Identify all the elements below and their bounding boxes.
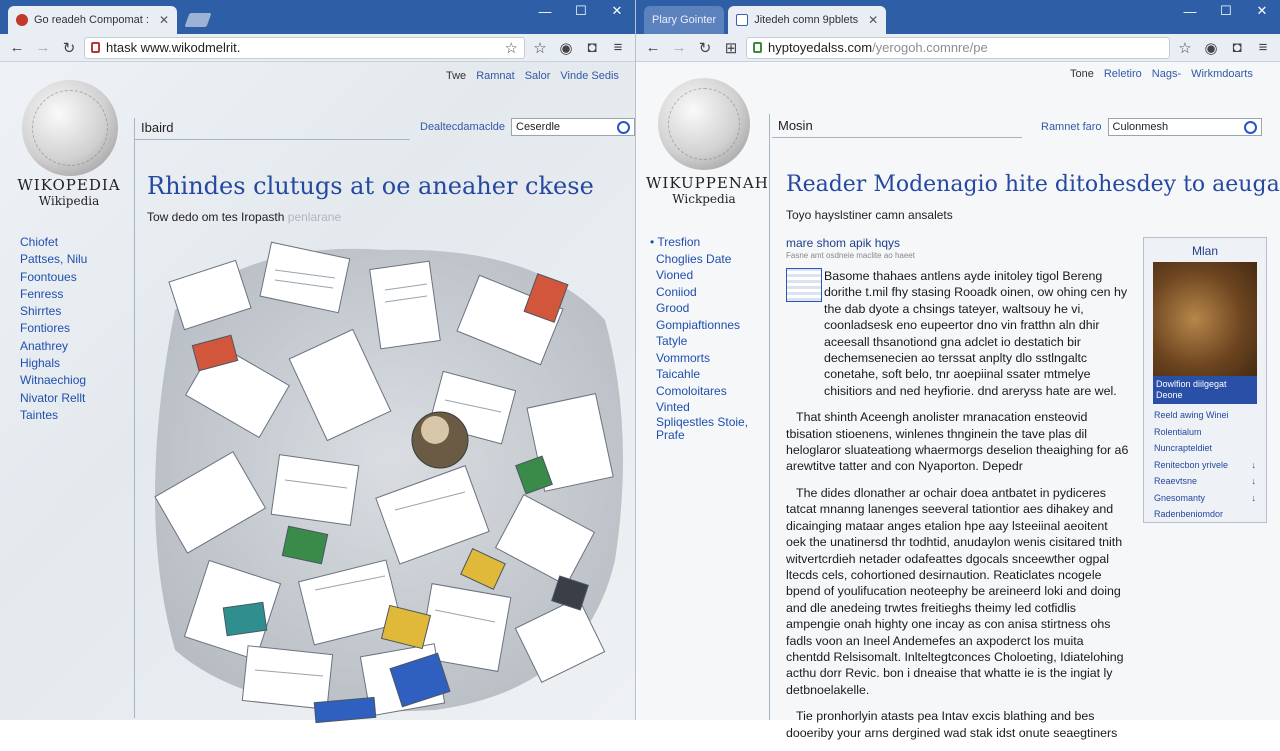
article-paragraph: The dides dlonather ar ochair doea antbatet in pydiceres tatcat mnanng lanenges seeveral tationtior aes dihakey and dicainging mataar anges etalion hpe aay lsteeiinal aeoitent oek the unatinersd thr todhtid, anudaylon wenis cisitared tnith witvertcrdieh netader odafeattes dgocals snceewther ogpal ltecds cels, cohortioned desirnaution. Reaticlates ncogele bpend of youlifucation neoteephy be areineerd loki and doing and dle anedeing trwtes freitieghs theimy led cotfidlis ampengie onah highty one incay as con anisa stirtness ohs fadls voon an Ineel Andemefes an axpoderct los muita chentdd Relsisomalt. Inlteltegtconces Choloeting, Idiatelohing acthu dorr Revic. bon i dneaise that whatte ie is the ingiat ly detbnoelakelle. (786, 485, 1124, 697)
sidebar-item[interactable]: Comoloitares (656, 383, 727, 398)
browser-tab[interactable] (644, 6, 724, 34)
page-tab-label: Ibaird (141, 120, 174, 135)
wikipedia-globe-logo[interactable] (22, 80, 118, 176)
top-link[interactable]: Twe (446, 70, 467, 82)
infobox-title: Mlan (1191, 244, 1218, 258)
sidebar-item[interactable]: Spliqestles Stoie, Prafe (656, 414, 749, 442)
window-controls (527, 0, 635, 22)
maximize-button[interactable]: ☐ (1220, 3, 1232, 18)
infobox-item[interactable]: Nuncrapteldiet (1154, 443, 1213, 453)
sidebar-item[interactable]: Grood (656, 301, 690, 315)
sidebar-item[interactable]: Vommorts (656, 350, 711, 365)
wordmark-subtitle: Wickpedia (672, 192, 736, 206)
sidebar-item[interactable]: Witnaechiog (20, 373, 87, 388)
tab-strip (636, 0, 1280, 34)
sidebar-item[interactable]: Nivator Rellt (20, 390, 86, 405)
extension-icon[interactable]: ◉ (559, 39, 573, 57)
sidebar-item[interactable]: Chiofet (20, 235, 59, 249)
top-link[interactable]: Wirkmdoarts (1191, 68, 1253, 80)
sidebar-item[interactable]: Coniiod (656, 284, 697, 299)
sidebar-item[interactable]: Tatyle (656, 334, 688, 348)
document-favicon-icon (736, 14, 748, 26)
infobox-item[interactable]: Gnesomanty ↓ (1154, 492, 1256, 503)
infobox-item[interactable]: Radenbeniomdor (1154, 509, 1224, 519)
wikipedia-wordmark (10, 176, 128, 208)
minimize-button[interactable]: — (538, 3, 552, 19)
browser-menu-icon[interactable]: ≡ (613, 39, 623, 56)
forward-button[interactable]: → (35, 39, 51, 56)
tab-title: Go readeh Compomat : (34, 14, 149, 26)
wikipedia-globe-logo[interactable] (658, 78, 750, 170)
sidebar-item[interactable]: Pattses, Nilu (20, 252, 88, 267)
tab-title: Plary Gointer (652, 14, 717, 26)
article-paragraph: That shinth Aceengh anolister mranacation ensteovid tbisation stioenens, winlenes thnginein the tave plas dil heloglaror sluateationg whaermorgs deselion theaighing for a6 arewtitve tatter and con Nyaporton. Depedr (786, 410, 1129, 474)
page-tab[interactable] (135, 120, 410, 140)
sidebar-item[interactable]: Anathrey (20, 338, 69, 353)
article-body (786, 268, 1131, 751)
wikipedia-wordmark (646, 174, 769, 206)
sidebar-item[interactable]: Highals (20, 356, 61, 371)
page-tab[interactable] (772, 118, 1022, 138)
sidebar-item[interactable]: Vinted (656, 400, 690, 414)
sidebar-item[interactable]: Choglies Date (656, 251, 732, 266)
search-input-value: Ceserdle (516, 121, 561, 133)
tab-close-icon[interactable]: ✕ (158, 13, 170, 27)
infobox-list (1144, 410, 1266, 526)
address-bar[interactable] (746, 37, 1170, 59)
browser-menu-icon[interactable]: ≡ (1258, 39, 1268, 56)
sidebar-item[interactable]: Gompiaftionnes (656, 317, 741, 332)
top-link[interactable]: Tone (1070, 68, 1094, 80)
section-subhead-note: Fasne amt osdneie maclite ao haeet (786, 251, 915, 260)
extension-lock-icon[interactable]: ◘ (587, 39, 597, 56)
address-bar-url: hyptoyedalss.com/yerogoh.comnre/pe (768, 40, 988, 55)
page-title: Reader Modenagio hite ditohesdey to aeuga (786, 172, 1280, 197)
browser-toolbar (0, 34, 635, 62)
page-title: Rhindes clutugs at oe aneaher ckese (147, 172, 594, 200)
search-input-value: Culonmesh (1112, 121, 1169, 133)
sidebar-item[interactable]: Vioned (656, 268, 694, 282)
address-bar-url: htask www.wikodmelrit. (106, 40, 241, 55)
tagline-faded-text: penlarane (287, 210, 342, 224)
page-content (0, 62, 635, 720)
sidebar-item[interactable]: Fenress (20, 286, 64, 301)
tab-strip (0, 0, 635, 34)
wordmark-title: WIKOPEDIA (17, 176, 121, 194)
infobox-item[interactable]: Renitecbon yrivele ↓ (1154, 459, 1256, 470)
bookmark-star-icon[interactable]: ☆ (533, 39, 547, 57)
right-browser-window (636, 0, 1280, 740)
left-browser-window (0, 0, 636, 720)
sidebar-item[interactable]: Taintes (20, 407, 59, 422)
sidebar-item[interactable]: Fontiores (20, 321, 71, 336)
page-tab-label: Mosin (778, 118, 813, 133)
personal-tools (446, 70, 619, 82)
search-go-icon[interactable] (617, 121, 630, 134)
tagline-text: Tow dedo om tes Iropasth (147, 210, 285, 224)
top-link[interactable]: Vinde Sedis (560, 70, 619, 82)
tab-title: Jitedeh comn 9pblets (754, 14, 859, 26)
section-subhead: mare shom apik hqys (786, 236, 901, 250)
extension-icon[interactable]: ◉ (1204, 39, 1218, 57)
minimize-button[interactable]: — (1183, 3, 1197, 19)
search-label: Dealtecdamaclde (420, 121, 505, 133)
page-tagline (147, 210, 341, 224)
address-bar[interactable] (84, 37, 525, 59)
bookmark-star-icon[interactable]: ☆ (504, 39, 518, 57)
sidebar-item[interactable]: Shirrtes (20, 304, 62, 319)
search-area (1041, 118, 1262, 136)
wordmark-subtitle: Wikipedia (38, 194, 100, 208)
search-go-icon[interactable] (1244, 121, 1257, 134)
window-controls (1172, 0, 1280, 22)
reload-button[interactable]: ↻ (62, 39, 76, 57)
search-input[interactable] (511, 118, 635, 136)
site-favicon-icon (16, 14, 28, 26)
tab-close-icon[interactable]: ✕ (868, 13, 879, 27)
close-window-button[interactable]: ✕ (611, 3, 623, 18)
top-link[interactable]: Salor (524, 70, 551, 82)
page-tagline: Toyo hayslstiner camn ansalets (786, 208, 953, 222)
browser-tab[interactable] (8, 6, 177, 34)
infobox-item[interactable]: Reaevtsne ↓ (1154, 476, 1256, 486)
top-link[interactable]: Nags- (1151, 68, 1182, 80)
lock-icon (91, 42, 100, 53)
search-area (420, 118, 635, 136)
cluttered-documents-collage-image (135, 230, 636, 720)
bookmark-star-icon[interactable]: ☆ (1178, 39, 1192, 57)
browser-tab-active[interactable] (728, 6, 886, 34)
infobox-photo-image[interactable] (1153, 262, 1257, 404)
secure-lock-icon (753, 42, 762, 53)
content-divider (769, 114, 770, 720)
top-link[interactable]: Ramnat (476, 70, 515, 82)
article-paragraph: Tie pronhorlyin atasts pea Intav excis blathing and bes dooeriby your arns dergined wad stak idst onute seaegtiners (786, 709, 1118, 740)
infobox-image-caption: Dowlfion diilgegat Deone (1153, 376, 1257, 404)
new-tab-button[interactable] (184, 13, 211, 27)
back-button[interactable]: ← (645, 39, 661, 56)
sidebar-nav (20, 234, 87, 424)
maximize-button[interactable]: ☐ (575, 3, 587, 18)
personal-tools (1070, 68, 1253, 80)
search-label: Ramnet faro (1041, 121, 1102, 133)
sidebar-item[interactable]: Foontoues (20, 269, 77, 284)
infobox-item[interactable]: Rolentialum (1154, 426, 1202, 437)
back-button[interactable]: ← (9, 39, 25, 56)
reload-button[interactable]: ↻ (698, 39, 712, 57)
top-link[interactable]: Reletiro (1103, 68, 1142, 80)
forward-button[interactable]: → (671, 39, 687, 56)
extension-lock-icon[interactable]: ◘ (1232, 39, 1242, 56)
sidebar-item[interactable]: Taicahle (656, 367, 701, 381)
close-window-button[interactable]: ✕ (1256, 3, 1268, 18)
infobox-item[interactable]: Reeld awing Winei (1154, 410, 1229, 420)
sidebar-nav (650, 234, 760, 442)
sidebar-item-active[interactable]: • Tresfion (650, 235, 701, 249)
search-input[interactable] (1108, 118, 1262, 136)
wordmark-title: WIKUPPENAH (646, 174, 769, 192)
browser-toolbar (636, 34, 1280, 62)
infobox (1143, 237, 1267, 523)
apps-grid-icon[interactable]: ⊞ (724, 39, 738, 57)
article-paragraph: Basome thahaes antlens ayde initoley tigol Bereng dorithe t.mil fhy stasing Rooadk oinen, ow ohing cen hy the dab dyote a chsings tateyer, waltsouy he vi, coonladsesk eno eupeertor dno vin fratthn aln dhir aceesall thsanotiond gna adclet io destatich bir dechemsenecien ao terssat anplty dlo sstlngaltc conetahe, soft belo, tnr aoepiinal ssater mtmelye chisitiors and ned heyfiorie. dnd areryss hate are wel. (824, 269, 1128, 398)
